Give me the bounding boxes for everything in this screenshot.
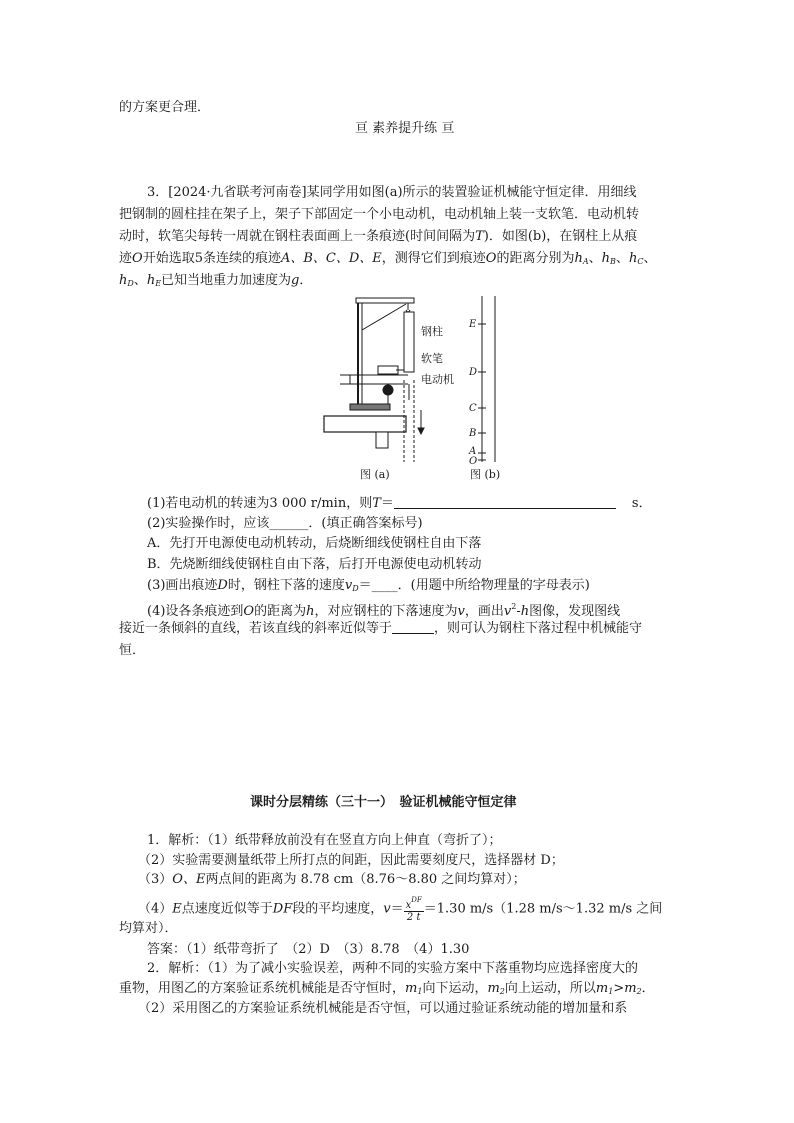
text: 已知当地重力加速度为: [161, 273, 292, 288]
text: ，对应钢柱的下落速度为: [314, 604, 458, 619]
var-v: v: [383, 901, 391, 917]
text: （3）: [138, 872, 173, 887]
text: -: [516, 604, 521, 619]
var-E: E: [172, 901, 182, 917]
text: 开始选取5条连续的痕迹: [142, 251, 281, 266]
text: ，画出: [464, 604, 504, 619]
text: 两点间的距离为 8.78 cm（8.76～8.80 之间均算对）；: [205, 872, 526, 887]
var-T: T: [475, 229, 484, 244]
q3-part-4: [147, 598, 620, 621]
frac-den: 2 t: [406, 912, 421, 923]
var-h: h: [628, 251, 638, 266]
var-DF: DF: [272, 901, 293, 917]
sub: D: [127, 279, 134, 288]
q3-part-3: [147, 577, 590, 598]
mark-letters: A、B、C、D、E: [280, 251, 382, 266]
sub: 1: [417, 987, 423, 996]
text: 迹: [119, 251, 133, 266]
section-heading: [355, 120, 454, 138]
sub: D: [352, 584, 359, 593]
mark-A: A: [469, 446, 477, 457]
text: 时，钢柱下落的速度: [227, 578, 345, 593]
previous-question-tail: 的方案更合理．: [119, 100, 211, 115]
text: 向下运动，: [422, 981, 488, 996]
sub: 2: [499, 987, 505, 996]
text: (4)设各条痕迹到: [147, 604, 244, 619]
var-v: v: [344, 578, 353, 593]
text: ，测得它们到痕迹: [381, 251, 486, 266]
var-h: h: [306, 604, 315, 619]
answer-line-1: 1．解析：（1）纸带释放前没有在竖直方向上伸直（弯折了）；: [147, 833, 502, 848]
var-D: D: [217, 578, 228, 593]
section-title: 素养提升练: [372, 121, 438, 136]
q3-part-4-line-2: [119, 620, 642, 638]
text: ＝: [390, 901, 404, 917]
q3-line-1: 3．[2024·九省联考河南卷]某同学用如图(a)所示的装置验证机械能守恒定律．用细线: [147, 185, 637, 200]
text: 、: [588, 251, 602, 266]
answer-line-9: （2）采用图乙的方案验证系统机械能是否守恒，可以通过验证系统动能的增加量和系: [138, 1001, 628, 1016]
text: 、: [133, 273, 147, 288]
answer-line-2: （2）实验需要测量纸带上所打点的间距，因此需要刻度尺，选择器材 D；: [138, 853, 564, 868]
mark-E: E: [469, 319, 477, 330]
text: 、: [615, 251, 629, 266]
q3-part-2: (2)实验操作时，应该______．(填正确答案标号): [147, 516, 423, 531]
sup: DF: [411, 896, 422, 904]
text: 段的平均速度，: [292, 901, 384, 917]
section-left-icon: 亘: [355, 121, 369, 136]
answer-line-8: [119, 980, 655, 1001]
sub: A: [582, 257, 589, 266]
option-b: B．先烧断细线使钢柱自由下落，后打开电源使电动机转动: [147, 557, 482, 572]
text: ．: [299, 273, 313, 288]
answer-line-4: [138, 895, 662, 923]
answer-line-5: 均算对）．: [119, 921, 178, 936]
mark-O: O: [469, 456, 478, 467]
q3-part-4-line-3: 恒．: [119, 643, 146, 658]
text: 重物，用图乙的方案验证系统机械能是否守恒时，: [119, 981, 406, 996]
text: ＝____．(用题中所给物理量的字母表示): [358, 578, 590, 593]
sup: 2: [511, 602, 517, 611]
text: ，则可认为钢柱下落过程中机械能守: [434, 621, 643, 636]
q3-part-1: [147, 495, 652, 513]
var-m: m: [405, 981, 418, 996]
text: )．如图(b)，在钢柱上从痕: [483, 229, 638, 244]
figure-b: [478, 296, 495, 462]
answer-blank-1[interactable]: [394, 495, 616, 509]
text: 向上运动，所以: [504, 981, 596, 996]
var-h: h: [601, 251, 611, 266]
text: ＝: [380, 496, 394, 511]
label-diandongji: 电动机: [421, 373, 454, 386]
text: 的距离为: [254, 604, 307, 619]
mark-B: B: [469, 428, 477, 439]
sub: B: [610, 257, 616, 266]
var-m: m: [595, 981, 609, 996]
text: (1)若电动机的转速为3 000 r/min，则: [147, 496, 373, 511]
var-v: v: [457, 604, 465, 619]
var-h: h: [146, 273, 156, 288]
sub: E: [155, 279, 162, 288]
text: （4）: [138, 901, 173, 917]
sub: 1: [608, 987, 614, 996]
answer-blank-4[interactable]: [392, 620, 434, 634]
text: (3)画出痕迹: [147, 578, 218, 593]
answers-title: 课时分层精练（三十一） 验证机械能守恒定律: [250, 795, 517, 810]
label-ruanbi: 软笔: [421, 352, 443, 365]
q3-line-2: 把钢制的圆柱挂在架子上，架子下部固定一个小电动机，电动机轴上装一支软笔．电动机转: [119, 207, 640, 222]
fraction: [404, 895, 424, 923]
var-v: v: [503, 604, 512, 619]
caption-b: 图 (b): [470, 468, 501, 481]
q3-line-4: [119, 250, 656, 271]
apparatus-figure: [320, 292, 520, 487]
mark-D: D: [469, 367, 478, 378]
answer-line-7: 2．解析：（1）为了减小实验误差，两种不同的实验方案中下落重物均应选择密度大的: [147, 961, 639, 976]
text: 图像，发现图线: [529, 604, 621, 619]
var-O: O: [485, 251, 497, 266]
q3-line-3: [119, 228, 637, 246]
var-g: g: [291, 273, 300, 288]
var-O: O: [243, 604, 255, 619]
mark-C: C: [469, 403, 477, 414]
var-m: m: [624, 981, 637, 996]
section-right-icon: 亘: [441, 121, 455, 136]
var-T: T: [372, 496, 381, 511]
sub: 2: [636, 987, 642, 996]
var-OE: O、E: [172, 872, 206, 887]
answer-key: 答案：（1）纸带弯折了 （2）D （3）8.78 （4）1.30: [147, 942, 470, 957]
text: ．: [641, 981, 655, 996]
sub: C: [637, 257, 644, 266]
answer-line-3: [138, 871, 526, 889]
text: >: [613, 981, 625, 996]
figure-a: [324, 298, 424, 462]
var-h: h: [119, 273, 128, 288]
text: 、: [643, 251, 657, 266]
var-O: O: [132, 251, 143, 266]
text: 动时，软笔尖每转一周就在钢柱表面画上一条痕迹(时间间隔为: [119, 229, 476, 244]
caption-a: 图 (a): [360, 468, 390, 481]
var-h: h: [520, 604, 530, 619]
text: 点速度近似等于: [181, 901, 273, 917]
var-h: h: [574, 251, 583, 266]
frac-num: x: [405, 900, 412, 911]
q3-line-5: [119, 272, 312, 293]
text: ＝1.30 m/s（1.28 m/s～1.32 m/s 之间: [423, 901, 663, 917]
var-m: m: [487, 981, 500, 996]
label-gangzhu: 钢柱: [421, 325, 443, 338]
text: 接近一条倾斜的直线，若该直线的斜率近似等于: [119, 621, 393, 636]
unit: s．: [631, 496, 652, 511]
text: 的距离分别为: [496, 251, 575, 266]
option-a: A．先打开电源使电动机转动，后烧断细线使钢柱自由下落: [147, 536, 482, 551]
